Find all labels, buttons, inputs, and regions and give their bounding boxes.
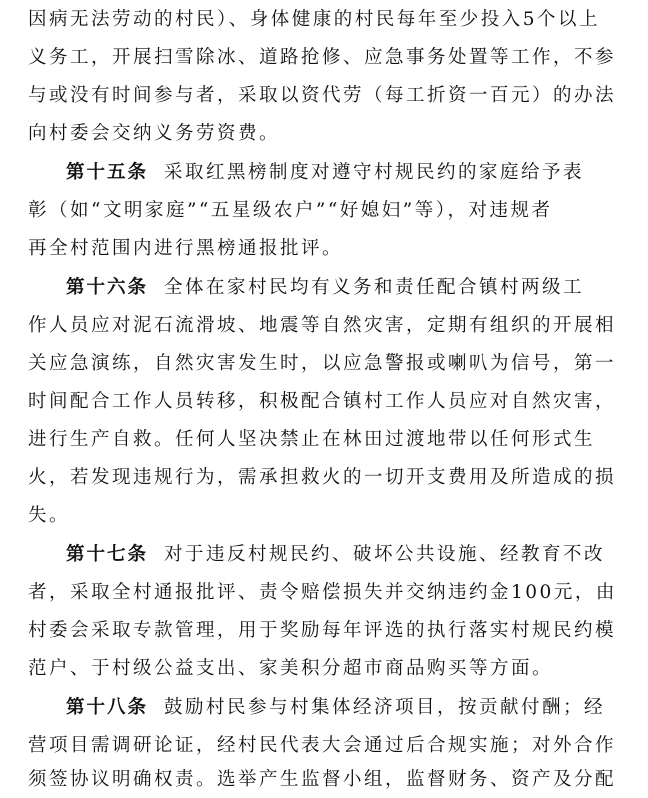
article-16-line-4: 时间配合工作人员转移，积极配合镇村工作人员应对自然灾害，: [28, 391, 617, 412]
article-16-line-6: 火，若发现违规行为，需承担救火的一切开支费用及所造成的损: [28, 467, 617, 488]
article-16-line-2: 作人员应对泥石流滑坡、地震等自然灾害，定期有组织的开展相: [28, 315, 617, 336]
article-16-line-5: 进行生产自救。任何人坚决禁止在林田过渡地带以任何形式生: [28, 429, 596, 450]
article-16-text: 全体在家村民均有义务和责任配合镇村两级工: [164, 277, 585, 298]
article-18-line-3: 须签协议明确权责。选举产生监督小组，监督财务、资产及分配: [28, 769, 617, 790]
article-18-heading: 第十八条: [66, 697, 149, 718]
article-17-text: 对于违反村规民约、破坏公共设施、经教育不改: [164, 544, 606, 565]
article-18-first-line: [28, 690, 605, 726]
intro-line-3: 与或没有时间参与者，采取以资代劳（每工折资一百元）的办法: [28, 85, 617, 106]
article-17-line-2: 者，采取全村通报批评、责令赔偿损失并交纳违约金100元，由: [28, 582, 617, 603]
intro-line-1: 因病无法劳动的村民）、身体健康的村民每年至少投入5个以上: [28, 9, 601, 30]
intro-line-2: 义务工，开展扫雪除冰、道路抢修、应急事务处置等工作，不参: [28, 47, 617, 68]
article-18-line-2: 营项目需调研论证，经村民代表大会通过后合规实施；对外合作: [28, 735, 617, 756]
article-17-heading: 第十七条: [66, 544, 149, 565]
article-18-text: 鼓励村民参与村集体经济项目，按贡献付酬；经: [164, 697, 606, 718]
article-17-line-4: 范户、于村级公益支出、家美积分超市商品购买等方面。: [28, 658, 554, 679]
article-17-first-line: [28, 537, 605, 573]
article-15-text: 采取红黑榜制度对遵守村规民约的家庭给予表: [164, 162, 585, 183]
article-17-line-3: 村委会采取专款管理，用于奖励每年评选的执行落实村规民约模: [28, 620, 617, 641]
article-16-line-7: 失。: [28, 505, 71, 526]
article-16-heading: 第十六条: [66, 277, 149, 298]
intro-line-4: 向村委会交纳义务劳资费。: [28, 123, 281, 144]
article-16-line-3: 关应急演练，自然灾害发生时，以应急警报或喇叭为信号，第一: [28, 353, 617, 374]
article-15-first-line: [28, 155, 584, 191]
article-16-first-line: [28, 270, 584, 306]
article-15-line-2: 彰（如“文明家庭”“五星级农户”“好媳妇”等），对违规者: [28, 200, 553, 221]
article-15-line-3: 再全村范围内进行黑榜通报批评。: [28, 238, 344, 259]
article-15-heading: 第十五条: [66, 162, 149, 183]
